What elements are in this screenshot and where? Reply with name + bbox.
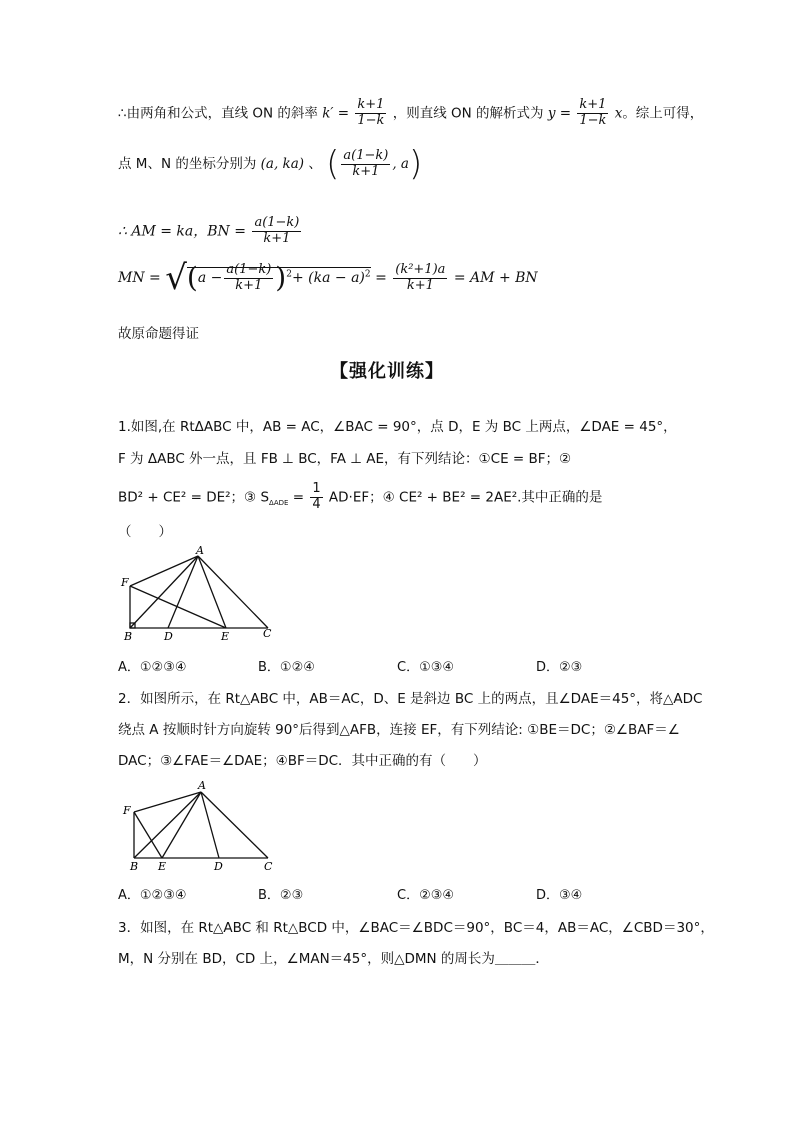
q1-paren: （ ）: [118, 524, 172, 540]
paren-open: (: [326, 144, 340, 184]
frac-den: k+1: [406, 277, 434, 293]
q2-label-b: B: [130, 860, 139, 873]
y-equals: y =: [547, 105, 572, 122]
frac-den: 1−k: [579, 112, 607, 128]
seg-ad: [201, 792, 219, 858]
radicand-fraction: [224, 263, 273, 294]
sqrt-sign: √: [165, 258, 187, 298]
coord-m: (a, ka): [260, 156, 305, 172]
frac-num: k+1: [579, 97, 607, 112]
x-var: x: [614, 105, 623, 122]
q3-line-2: M，N 分别在 BD，CD 上，∠MAN＝45°，则△DMN 的周长为＿＿＿．: [118, 951, 549, 967]
q1-eq: =: [292, 489, 305, 506]
frac-den: 4: [312, 496, 321, 512]
intro-line-2: [118, 144, 423, 184]
radicand-a: a −: [197, 270, 223, 286]
intro-text-3: 。综上可得，: [622, 105, 704, 122]
q1-label-f: F: [121, 576, 129, 589]
coord-n-tail: , a: [392, 156, 409, 172]
frac-num: 1: [312, 481, 321, 496]
proof-mn: MN = √(a − $\frac{a(1-k)}{k+1}$ )$^2$+ (ka − a)$^2$ = $\frac{\text{(k²+1)a}}{k+1}$ = AM + BN: [118, 258, 538, 298]
line-fraction: [577, 98, 608, 129]
q1-choice-d[interactable]: D．②③: [536, 660, 583, 675]
q2-choice-d[interactable]: D．③④: [536, 888, 583, 903]
q1-choice-b[interactable]: B．①②④: [258, 660, 315, 675]
q2-figure: [118, 776, 283, 876]
q1-label-a: A: [196, 544, 204, 557]
mn-lhs: MN =: [118, 270, 161, 286]
seg-ac: [198, 556, 268, 628]
slope-fraction: [355, 98, 386, 129]
proof-conclusion: 故原命题得证: [118, 326, 199, 342]
frac-den: k+1: [263, 230, 291, 246]
intro-text-4: 点 M、N 的坐标分别为: [118, 156, 257, 172]
equals-sign: =: [337, 105, 350, 122]
separator: 、: [308, 156, 322, 172]
q1-figure: [118, 544, 278, 644]
frac-num: a(1−k): [343, 147, 389, 163]
q1-line-1: 1.如图,在 RtΔABC 中，AB = AC，∠BAC = 90°，点 D，E 为 BC 上两点，∠DAE = 45°，: [118, 419, 677, 435]
q2-line-3: DAC；③∠FAE＝∠DAE；④BF＝DC．其中正确的有（ ）: [118, 753, 487, 769]
seg-ac: [201, 792, 268, 858]
q1-line-3a: BD² + CE² = DE²；③ S: [118, 489, 270, 506]
q3-line-1: 3．如图，在 Rt△ABC 和 Rt△BCD 中，∠BAC＝∠BDC＝90°，BC＝4，AB＝AC，∠CBD＝30°，: [118, 920, 714, 936]
result-fraction: [393, 263, 447, 294]
q1-line-2: F 为 ΔABC 外一点，且 FB ⊥ BC，FA ⊥ AE，有下列结论：①CE = BF；②: [118, 451, 572, 467]
q2-line-1: 2．如图所示，在 Rt△ABC 中，AB＝AC，D、E 是斜边 BC 上的两点，且∠DAE＝45°，将△ADC: [118, 691, 703, 707]
q1-fraction: [310, 482, 322, 513]
frac-num: a(1−k): [254, 215, 300, 230]
radicand: (a − $\frac{a(1-k)}{k+1}$ )$^2$+ (ka − a)$^2$: [186, 261, 371, 294]
seg-ab: [130, 556, 198, 628]
frac-den: 1−k: [357, 112, 385, 128]
coord-n-fraction: [341, 149, 390, 180]
q2-label-f: F: [123, 804, 131, 817]
frac-num: a(1−k): [226, 261, 272, 277]
paren-close: ): [408, 144, 423, 184]
radicand-b: + (ka − a): [291, 270, 365, 286]
q2-choice-b[interactable]: B．②③: [258, 888, 304, 903]
q1-label-d: D: [164, 630, 173, 643]
q2-label-e: E: [158, 860, 167, 873]
intro-text-2: ，则直线 ON 的解析式为: [392, 105, 544, 122]
proof-am-bn: [118, 216, 303, 247]
bn-fraction: [252, 216, 301, 247]
q2-label-a: A: [198, 779, 206, 792]
frac-den: k+1: [235, 277, 263, 293]
frac-num: (k²+1)a: [395, 261, 446, 277]
q2-choice-c[interactable]: C．②③④: [397, 888, 455, 903]
k-prime: k′: [322, 105, 334, 122]
q2-label-c: C: [264, 860, 273, 873]
intro-text-1: ∴由两角和公式，直线 ON 的斜率: [118, 105, 318, 122]
q2-line-2: 绕点 A 按顺时针方向旋转 90°后得到△AFB，连接 EF，有下列结论: ①BE＝DC；②∠BAF＝∠: [118, 722, 680, 738]
q1-label-c: C: [263, 627, 272, 640]
q2-choice-a[interactable]: A．①②③④: [118, 888, 187, 903]
q1-choice-a[interactable]: A．①②③④: [118, 660, 187, 675]
frac-den: k+1: [352, 163, 380, 179]
q1-sub: ΔADE: [269, 499, 289, 508]
frac-num: k+1: [357, 97, 385, 112]
section-title: 【强化训练】: [330, 361, 444, 382]
q1-line-3: [118, 482, 602, 513]
intro-line-1: [118, 98, 703, 129]
q1-choice-c[interactable]: C．①③④: [397, 660, 455, 675]
result-tail: = AM + BN: [453, 270, 538, 286]
q1-label-b: B: [124, 630, 133, 643]
q1-label-e: E: [221, 630, 230, 643]
q1-line-3c: AD·EF；④ CE² + BE² = 2AE².其中正确的是: [328, 489, 603, 506]
q2-label-d: D: [214, 860, 223, 873]
am-bn-text: ∴ AM = ka，BN =: [118, 223, 246, 240]
